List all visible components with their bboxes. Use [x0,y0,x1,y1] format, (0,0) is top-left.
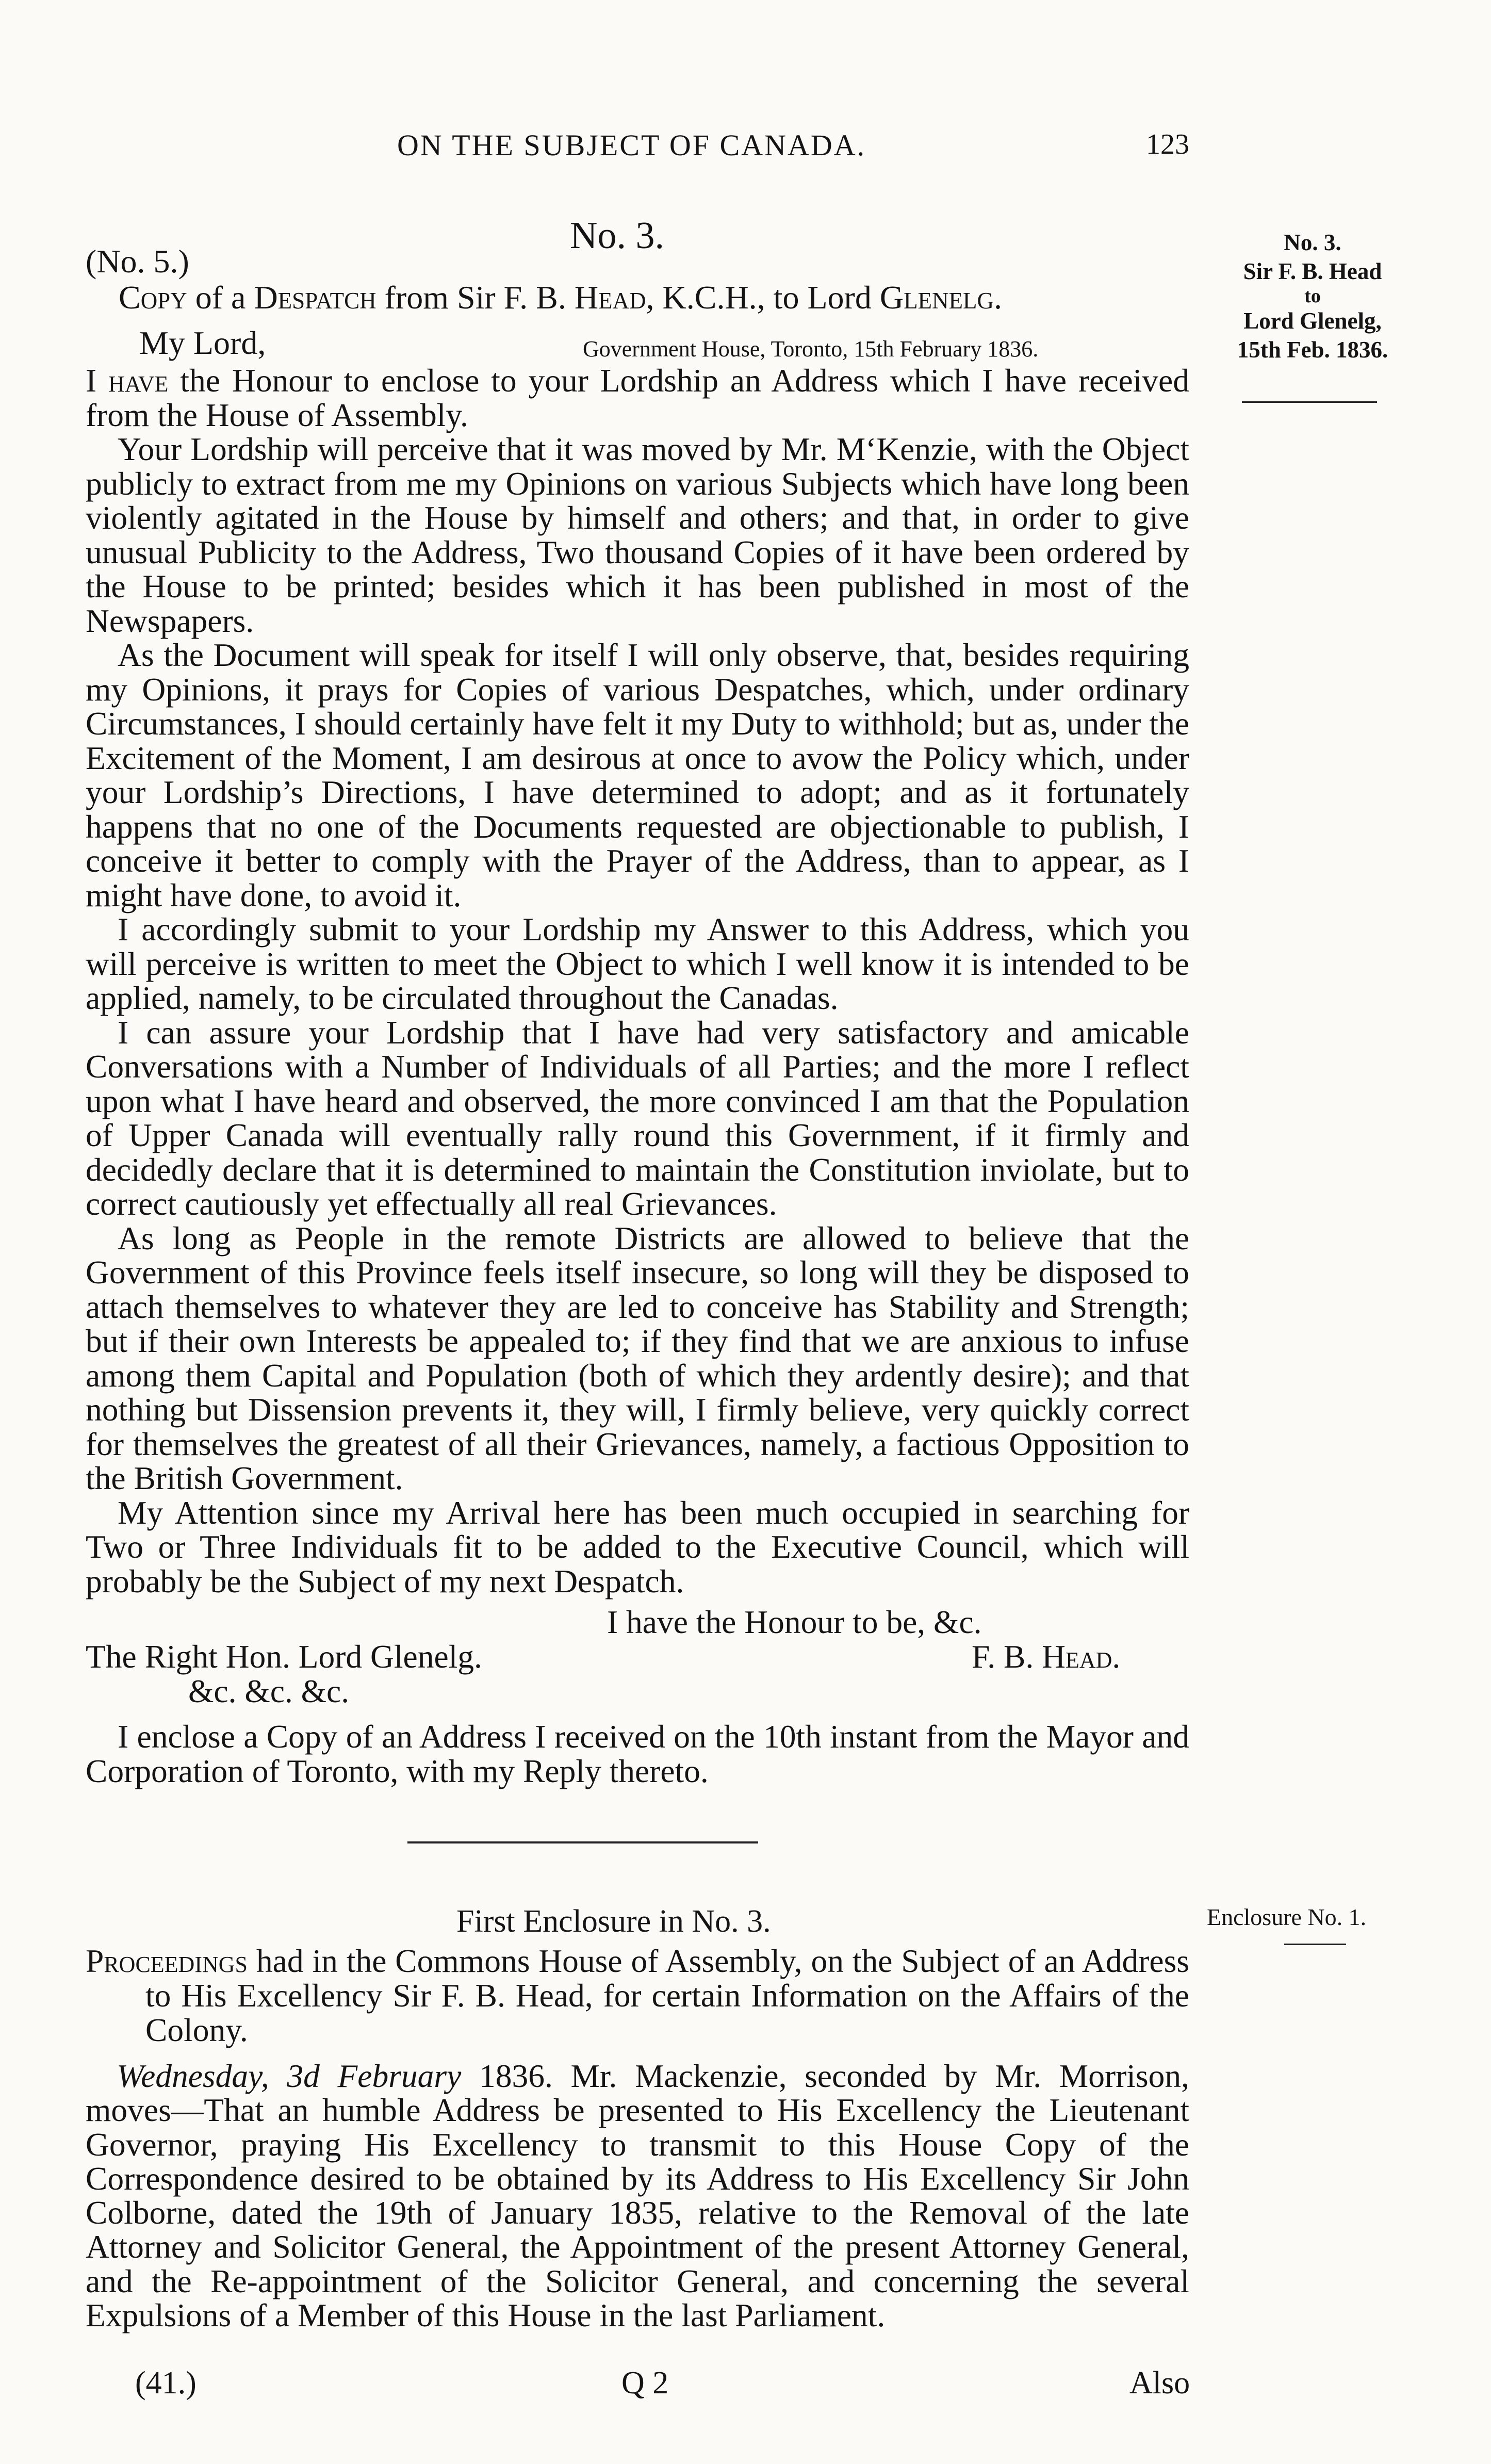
title-text: of a [187,279,254,316]
signature [972,1638,1120,1676]
addressee-etc: &c. &c. &c. [188,1673,350,1709]
section-divider [407,1841,758,1843]
sidenote-rule [1242,401,1377,403]
address-line: Government House, Toronto, 15th February 1836. [583,336,1039,362]
sidenote-line: No. 3. [1284,230,1341,255]
glenelg-word: Glenelg [879,279,994,316]
paragraph [86,364,1189,432]
footer-number: (41.) [135,2365,196,2401]
title-text: , K.C.H., to Lord [646,279,880,316]
sidenote-line: Sir F. B. Head [1243,258,1382,284]
enclosure-sidenote: Enclosure No. 1. [1207,1904,1367,1930]
paragraph-text: the Honour to enclose to your Lordship an Address which I have received from the House of Assembly. [86,362,1189,433]
sidenote-line: 15th Feb. 1836. [1237,337,1388,363]
motion-date: Wednesday, 3d February [117,2058,462,2094]
addressee: The Right Hon. Lord Glenelg. [86,1638,482,1675]
despatch-serial: (No. 5.) [86,243,189,280]
paragraph: As the Document will speak for itself I will only observe, that, besides requiring my Opinions, it prays for Copies of various Despatches, which, under ordinary Circumstances, I should certainly have felt it my Duty to withhold; but as, under the Excitement of the Moment, I am desirous at once to avow the Policy which, under your Lordship’s Directions, I have determined to adopt; and as it fortunately happens that no one of the Documents requested are objectionable to publish, I conceive it better to comply with the Prayer of the Address, than to appear, as I might have done, to avoid it. [86,637,1189,913]
copy-word: Copy [119,279,187,316]
motion-paragraph [86,2059,1189,2332]
document-number-heading: No. 3. [570,215,664,257]
paragraph: I can assure your Lordship that I have had very satisfactory and amicable Conversations with a Number of Individuals of all Parties; and the more I reflect upon what I have heard and observed, the more convinced I am that the Population of Upper Canada will eventually rally round this Government, if it firmly and decidedly declare that it is determined to maintain the Constitution inviolate, but to correct cautiously yet effectually all real Grievances. [86,1014,1189,1222]
sidenote-line: Lord Glenelg, [1243,308,1382,334]
closing-line: I have the Honour to be, &c. [607,1604,982,1640]
motion-text: 1836. Mr. Mackenzie, seconded by Mr. Morrison, moves—That an humble Address be presented to His Excellency the Lieutenant Governor, praying His Excellency to transmit to this House Copy of the Correspondence desired to be obtained by its Address to His Excellency Sir John Colborne, dated the 19th of January 1835, relative to the Removal of the late Attorney and Solicitor General, the Appointment of the present Attorney General, and the Re-appointment of the Solicitor General, and concerning the several Expulsions of a Member of this House in the last Parliament. [86,2058,1189,2334]
title-text: . [994,279,1003,316]
paragraph: Your Lordship will perceive that it was moved by Mr. M‘Kenzie, with the Object publicly to extract from me my Opinions on various Subjects which have long been violently agitated in the House by himself and others; and that, in order to give unusual Publicity to the Address, Two thousand Copies of it have been ordered by the House to be printed; besides which it has been published in most of the Newspapers. [86,431,1189,639]
proceedings-heading [86,1944,1189,2047]
catchword: Also [1129,2365,1190,2401]
proceedings-word: Proceedings [86,1943,248,1979]
despatch-word: Despatch [254,279,376,316]
enclosure-heading: First Enclosure in No. 3. [456,1904,771,1939]
paragraph: I accordingly submit to your Lordship my Answer to this Address, which you will perceive is written to meet the Object to which I well know it is intended to be applied, namely, to be circulated throughout the Canadas. [86,911,1189,1016]
signature-name: Head [1042,1638,1112,1675]
sidenote-line: to [1304,285,1321,307]
sidenote [1202,228,1423,364]
salutation: My Lord, [139,324,266,361]
signature-period: . [1112,1638,1121,1675]
proceedings-text: had in the Commons House of Assembly, on the Subject of an Address to His Excellency Sir F. B. Head, for certain Information on the Affairs of the Colony. [145,1943,1189,2048]
despatch-body [86,364,1189,1598]
page-number: 123 [1146,128,1189,160]
paragraph: As long as People in the remote Districts are allowed to believe that the Government of this Province feels itself insecure, so long will they be disposed to attach themselves to whatever they are led to conceive has Stability and Strength; but if their own Interests be appealed to; if they find that we are anxious to infuse among them Capital and Population (both of which they ardently desire); and that nothing but Dissension prevents it, they will, I firmly believe, very quickly correct for themselves the greatest of all their Grievances, namely, a factious Opposition to the British Government. [86,1219,1189,1496]
postscript [86,1720,1189,1788]
signature-mark: Q 2 [621,2365,669,2401]
running-title: ON THE SUBJECT OF CANADA. [397,128,866,162]
paragraph: My Attention since my Arrival here has been much occupied in searching for Two or Three Individuals fit to be added to the Executive Council, which will probably be the Subject of my next Despatch. [86,1494,1189,1600]
title-text: from Sir F. B. [376,279,575,316]
signature-initials: F. B. [972,1638,1042,1675]
enclosure-sidenote-rule [1284,1944,1346,1945]
postscript-text: I enclose a Copy of an Address I received on the 10th instant from the Mayor and Corporation of Toronto, with my Reply thereto. [86,1718,1189,1789]
despatch-title [119,279,1002,317]
head-word: Head [574,279,646,316]
first-word: I have [86,362,169,399]
